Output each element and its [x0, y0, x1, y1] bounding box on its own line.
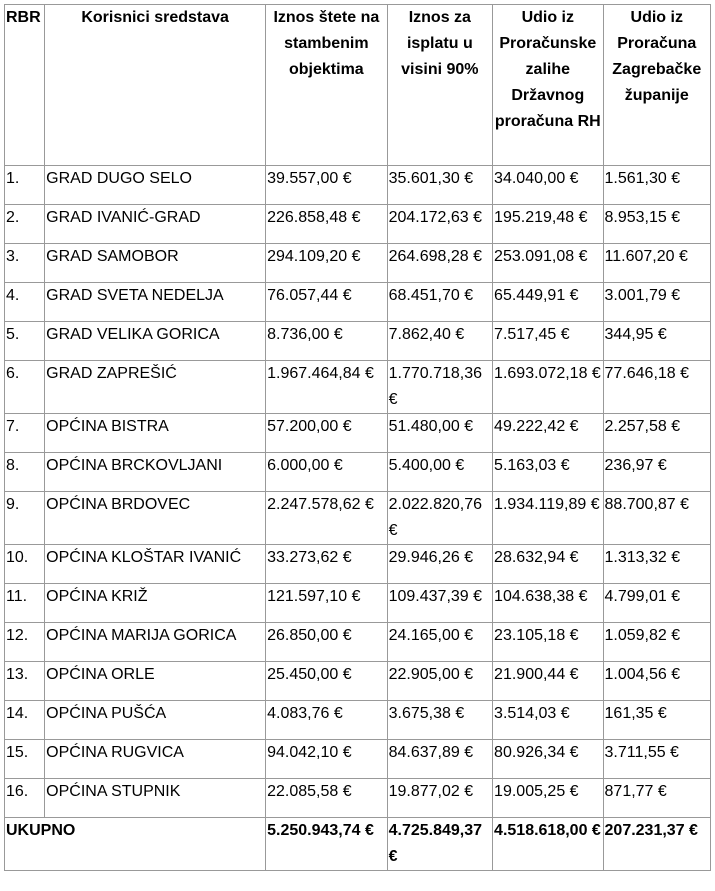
table-row [5, 361, 711, 414]
table-row [5, 584, 711, 623]
cell-payout-90: 35.601,30 € [387, 166, 492, 205]
cell-beneficiary: OPĆINA KRIŽ [45, 584, 266, 623]
header-rbr: RBR [5, 5, 45, 166]
cell-county-share: 77.646,18 € [603, 361, 710, 414]
cell-beneficiary: OPĆINA KLOŠTAR IVANIĆ [45, 545, 266, 584]
cell-damage-amount: 294.109,20 € [266, 244, 388, 283]
cell-state-share: 80.926,34 € [493, 740, 603, 779]
cell-county-share: 871,77 € [603, 779, 710, 818]
table-row [5, 166, 711, 205]
cell-county-share: 11.607,20 € [603, 244, 710, 283]
cell-state-share: 34.040,00 € [493, 166, 603, 205]
cell-county-share: 3.001,79 € [603, 283, 710, 322]
header-damage-amount: Iznos štete na stambenim objektima [266, 5, 388, 166]
cell-beneficiary: OPĆINA RUGVICA [45, 740, 266, 779]
cell-rbr: 14. [5, 701, 45, 740]
cell-state-share: 1.934.119,89 € [493, 492, 603, 545]
cell-rbr: 1. [5, 166, 45, 205]
cell-county-share: 236,97 € [603, 453, 710, 492]
cell-state-share: 49.222,42 € [493, 414, 603, 453]
cell-county-share: 1.059,82 € [603, 623, 710, 662]
cell-beneficiary: GRAD IVANIĆ-GRAD [45, 205, 266, 244]
cell-beneficiary: OPĆINA STUPNIK [45, 779, 266, 818]
cell-damage-amount: 94.042,10 € [266, 740, 388, 779]
cell-payout-90: 29.946,26 € [387, 545, 492, 584]
cell-county-share: 8.953,15 € [603, 205, 710, 244]
cell-beneficiary: OPĆINA PUŠĆA [45, 701, 266, 740]
cell-state-share: 3.514,03 € [493, 701, 603, 740]
cell-payout-90: 68.451,70 € [387, 283, 492, 322]
cell-payout-90: 19.877,02 € [387, 779, 492, 818]
cell-rbr: 9. [5, 492, 45, 545]
cell-county-share: 344,95 € [603, 322, 710, 361]
cell-damage-amount: 121.597,10 € [266, 584, 388, 623]
cell-state-share: 19.005,25 € [493, 779, 603, 818]
total-row [5, 818, 711, 871]
cell-payout-90: 7.862,40 € [387, 322, 492, 361]
total-label: UKUPNO [5, 818, 266, 871]
cell-beneficiary: GRAD ZAPREŠIĆ [45, 361, 266, 414]
cell-beneficiary: OPĆINA ORLE [45, 662, 266, 701]
cell-state-share: 23.105,18 € [493, 623, 603, 662]
table-row [5, 623, 711, 662]
cell-payout-90: 24.165,00 € [387, 623, 492, 662]
table-row [5, 322, 711, 361]
cell-damage-amount: 226.858,48 € [266, 205, 388, 244]
table-row [5, 453, 711, 492]
cell-beneficiary: OPĆINA BRDOVEC [45, 492, 266, 545]
table-header-row [5, 5, 711, 166]
cell-damage-amount: 39.557,00 € [266, 166, 388, 205]
cell-damage-amount: 25.450,00 € [266, 662, 388, 701]
cell-payout-90: 22.905,00 € [387, 662, 492, 701]
cell-county-share: 1.004,56 € [603, 662, 710, 701]
cell-beneficiary: GRAD DUGO SELO [45, 166, 266, 205]
cell-state-share: 65.449,91 € [493, 283, 603, 322]
total-value: 5.250.943,74 € [266, 818, 388, 871]
cell-rbr: 12. [5, 623, 45, 662]
cell-payout-90: 1.770.718,36 € [387, 361, 492, 414]
cell-state-share: 21.900,44 € [493, 662, 603, 701]
header-county-budget-share: Udio iz Proračuna Zagrebačke županije [603, 5, 710, 166]
cell-payout-90: 204.172,63 € [387, 205, 492, 244]
cell-county-share: 2.257,58 € [603, 414, 710, 453]
header-payout-90: Iznos za isplatu u visini 90% [387, 5, 492, 166]
table-row [5, 545, 711, 584]
total-value: 207.231,37 € [603, 818, 710, 871]
cell-rbr: 13. [5, 662, 45, 701]
cell-rbr: 16. [5, 779, 45, 818]
cell-payout-90: 109.437,39 € [387, 584, 492, 623]
table-row [5, 283, 711, 322]
cell-payout-90: 5.400,00 € [387, 453, 492, 492]
cell-rbr: 15. [5, 740, 45, 779]
cell-damage-amount: 57.200,00 € [266, 414, 388, 453]
cell-state-share: 5.163,03 € [493, 453, 603, 492]
table-row [5, 244, 711, 283]
cell-county-share: 4.799,01 € [603, 584, 710, 623]
cell-damage-amount: 26.850,00 € [266, 623, 388, 662]
cell-state-share: 104.638,38 € [493, 584, 603, 623]
cell-county-share: 88.700,87 € [603, 492, 710, 545]
cell-payout-90: 84.637,89 € [387, 740, 492, 779]
cell-rbr: 6. [5, 361, 45, 414]
cell-state-share: 7.517,45 € [493, 322, 603, 361]
cell-damage-amount: 4.083,76 € [266, 701, 388, 740]
cell-damage-amount: 76.057,44 € [266, 283, 388, 322]
header-beneficiaries: Korisnici sredstava [45, 5, 266, 166]
cell-damage-amount: 2.247.578,62 € [266, 492, 388, 545]
table-row [5, 740, 711, 779]
cell-damage-amount: 8.736,00 € [266, 322, 388, 361]
cell-rbr: 11. [5, 584, 45, 623]
funding-table [4, 4, 711, 871]
cell-payout-90: 3.675,38 € [387, 701, 492, 740]
cell-damage-amount: 6.000,00 € [266, 453, 388, 492]
cell-damage-amount: 22.085,58 € [266, 779, 388, 818]
cell-beneficiary: OPĆINA BISTRA [45, 414, 266, 453]
cell-county-share: 1.561,30 € [603, 166, 710, 205]
cell-beneficiary: GRAD SVETA NEDELJA [45, 283, 266, 322]
cell-beneficiary: GRAD SAMOBOR [45, 244, 266, 283]
cell-rbr: 4. [5, 283, 45, 322]
cell-rbr: 7. [5, 414, 45, 453]
table-row [5, 205, 711, 244]
header-state-budget-share: Udio iz Proračunske zalihe Državnog proračuna RH [493, 5, 603, 166]
cell-state-share: 253.091,08 € [493, 244, 603, 283]
table-row [5, 662, 711, 701]
table-row [5, 701, 711, 740]
cell-state-share: 1.693.072,18 € [493, 361, 603, 414]
cell-rbr: 10. [5, 545, 45, 584]
cell-county-share: 1.313,32 € [603, 545, 710, 584]
table-row [5, 779, 711, 818]
cell-payout-90: 51.480,00 € [387, 414, 492, 453]
cell-rbr: 8. [5, 453, 45, 492]
cell-beneficiary: OPĆINA BRCKOVLJANI [45, 453, 266, 492]
table-row [5, 492, 711, 545]
total-value: 4.725.849,37 € [387, 818, 492, 871]
cell-payout-90: 264.698,28 € [387, 244, 492, 283]
cell-beneficiary: GRAD VELIKA GORICA [45, 322, 266, 361]
table-row [5, 414, 711, 453]
cell-rbr: 5. [5, 322, 45, 361]
cell-payout-90: 2.022.820,76 € [387, 492, 492, 545]
cell-beneficiary: OPĆINA MARIJA GORICA [45, 623, 266, 662]
cell-state-share: 28.632,94 € [493, 545, 603, 584]
cell-county-share: 161,35 € [603, 701, 710, 740]
total-value: 4.518.618,00 € [493, 818, 603, 871]
cell-damage-amount: 1.967.464,84 € [266, 361, 388, 414]
cell-county-share: 3.711,55 € [603, 740, 710, 779]
cell-damage-amount: 33.273,62 € [266, 545, 388, 584]
cell-rbr: 2. [5, 205, 45, 244]
cell-state-share: 195.219,48 € [493, 205, 603, 244]
cell-rbr: 3. [5, 244, 45, 283]
